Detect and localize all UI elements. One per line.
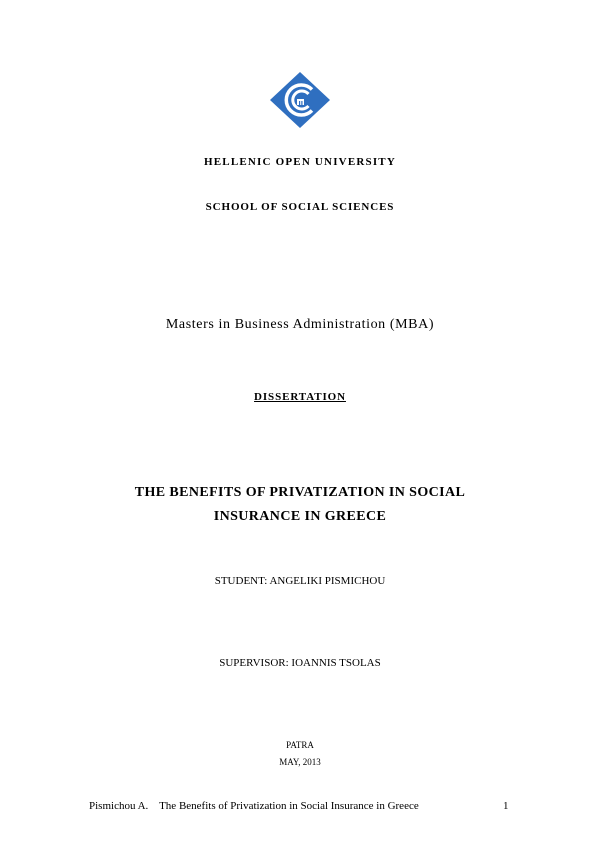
program-name: Masters in Business Administration (MBA) (165, 317, 435, 332)
supervisor-name: SUPERVISOR: IOANNIS TSOLAS (219, 657, 381, 669)
seal-center-block (297, 99, 304, 105)
page-number: 1 (503, 800, 509, 812)
student-name: STUDENT: ANGELIKI PISMICHOU (214, 575, 386, 587)
date: MAY, 2013 (279, 757, 321, 767)
seal-center-slot (299, 101, 300, 105)
university-name: HELLENIC OPEN UNIVERSITY (203, 156, 396, 168)
place: PATRA (286, 740, 314, 750)
university-seal-icon (269, 71, 331, 129)
footer-text: Pismichou A. The Benefits of Privatization in Social Insurance in Greece (89, 800, 419, 812)
document-type: DISSERTATION (254, 391, 346, 403)
dissertation-title-line-2: INSURANCE IN GREECE (213, 509, 387, 524)
seal-center-slot (301, 101, 302, 105)
dissertation-title-line-1: THE BENEFITS OF PRIVATIZATION IN SOCIAL (134, 485, 466, 500)
school-name: SCHOOL OF SOCIAL SCIENCES (205, 201, 395, 213)
